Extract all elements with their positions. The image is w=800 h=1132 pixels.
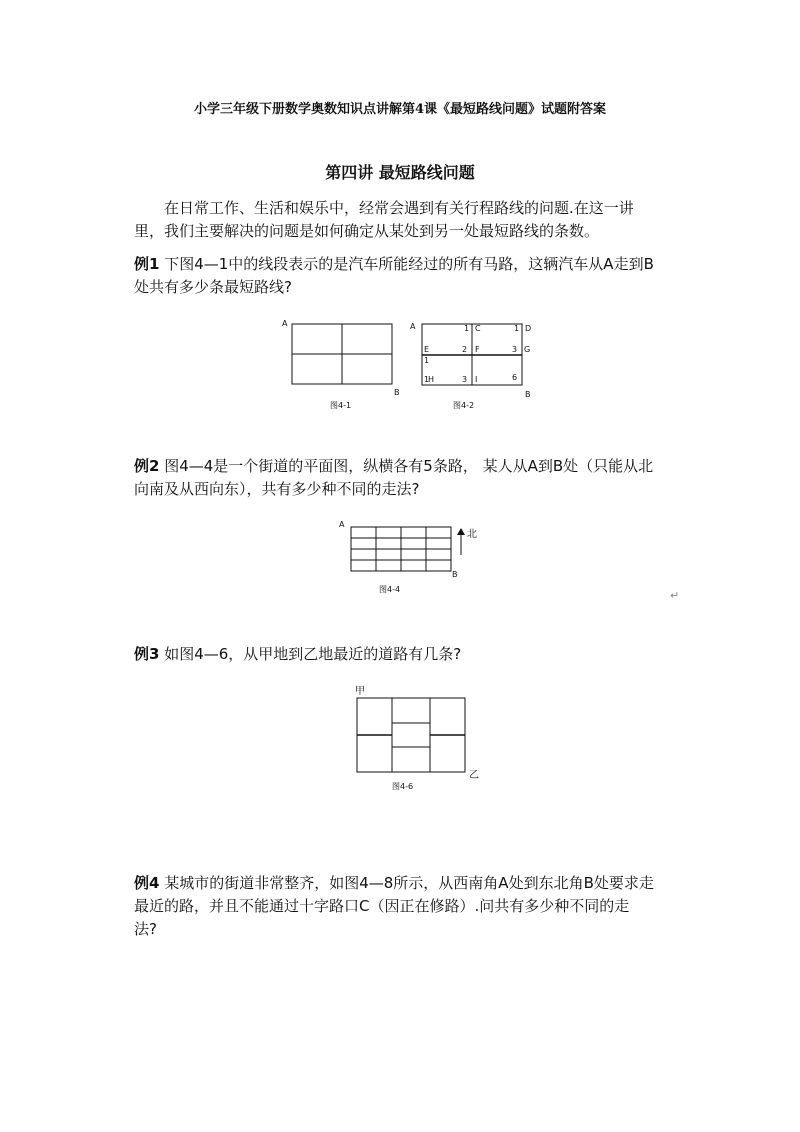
fig4-2-count-h: 1 — [424, 375, 430, 384]
fig4-2-point-h: H — [428, 375, 435, 384]
fig4-2-point-b: B — [525, 390, 531, 399]
example-2-label: 例2 — [134, 457, 160, 475]
fig4-6-start-label: 甲 — [355, 686, 365, 697]
paragraph-return-mark: ↵ — [670, 589, 680, 602]
example-4-line-3: 法? — [134, 920, 157, 938]
example-1-label: 例1 — [134, 255, 160, 273]
example-1 — [134, 253, 714, 299]
fig4-4-street-grid — [351, 527, 451, 571]
fig4-2-point-f: F — [475, 345, 480, 354]
fig4-2-count-i: 3 — [462, 375, 468, 384]
fig4-2-point-c: C — [475, 324, 481, 333]
figure-4-1 — [280, 315, 400, 415]
example-3 — [134, 643, 714, 666]
document-title: 小学三年级下册数学奥数知识点讲解第4课《最短路线问题》试题附答案 — [193, 102, 607, 117]
example-1-line-2: 处共有多少条最短路线? — [134, 278, 292, 296]
fig4-4-north-label: 北 — [467, 529, 477, 540]
fig4-2-count-c: 1 — [464, 324, 470, 333]
fig4-4-caption: 图4-4 — [379, 585, 401, 594]
fig4-2-count-e: 1 — [424, 356, 430, 365]
fig4-6-road-network — [357, 698, 465, 772]
figure-4-4 — [335, 515, 485, 600]
north-arrowhead-icon — [457, 528, 465, 535]
fig4-4-label-b: B — [452, 570, 458, 579]
fig4-1-label-a: A — [282, 319, 288, 328]
fig4-2-count-b: 6 — [512, 373, 518, 382]
example-4-text: 某城市的街道非常整齐，如图4—8所示，从西南角A处到东北角B处要求走 — [164, 874, 654, 892]
intro-line-1: 在日常工作、生活和娱乐中，经常会遇到有关行程路线的问题.在这一讲 — [164, 199, 634, 217]
lecture-title: 第四讲 最短路线问题 — [325, 163, 475, 182]
fig4-1-label-b: B — [394, 388, 400, 397]
example-2-line-2: 向南及从西向东），共有多少种不同的走法? — [134, 480, 420, 498]
fig4-2-point-g: G — [524, 345, 531, 354]
example-2 — [134, 455, 714, 501]
figure-4-2 — [405, 315, 540, 415]
example-4 — [134, 872, 714, 941]
example-1-text: 下图4—1中的线段表示的是汽车所能经过的所有马路，这辆汽车从A走到B — [164, 255, 654, 273]
fig4-2-point-e: E — [424, 345, 430, 354]
fig4-2-point-i: I — [475, 375, 478, 384]
fig4-2-count-f: 2 — [462, 345, 468, 354]
example-2-text: 图4—4是一个街道的平面图，纵横各有5条路， 某人从A到B处（只能从北 — [164, 457, 654, 475]
fig4-2-count-g: 3 — [512, 345, 518, 354]
fig4-2-point-a: A — [410, 322, 416, 331]
example-3-label: 例3 — [134, 645, 160, 663]
fig4-6-caption: 图4-6 — [392, 782, 414, 791]
example-4-line-2: 最近的路，并且不能通过十字路口C（因正在修路）.问共有多少种不同的走 — [134, 897, 630, 915]
fig4-2-caption: 图4-2 — [453, 401, 475, 410]
fig4-2-point-d: D — [525, 324, 532, 333]
example-1-line-1 — [134, 253, 714, 276]
intro-paragraph — [134, 197, 694, 243]
fig4-2-count-d: 1 — [514, 324, 520, 333]
fig4-1-caption: 图4-1 — [330, 401, 352, 410]
example-4-line-1 — [134, 872, 714, 895]
fig4-4-label-a: A — [339, 520, 345, 529]
example-4-label: 例4 — [134, 874, 160, 892]
example-3-text: 如图4—6，从甲地到乙地最近的道路有几条? — [164, 645, 462, 663]
fig4-6-end-label: 乙 — [469, 770, 479, 781]
example-2-line-1 — [134, 455, 714, 478]
figure-4-6 — [350, 682, 490, 797]
intro-line-2: 里，我们主要解决的问题是如何确定从某处到另一处最短路线的条数。 — [134, 222, 600, 240]
